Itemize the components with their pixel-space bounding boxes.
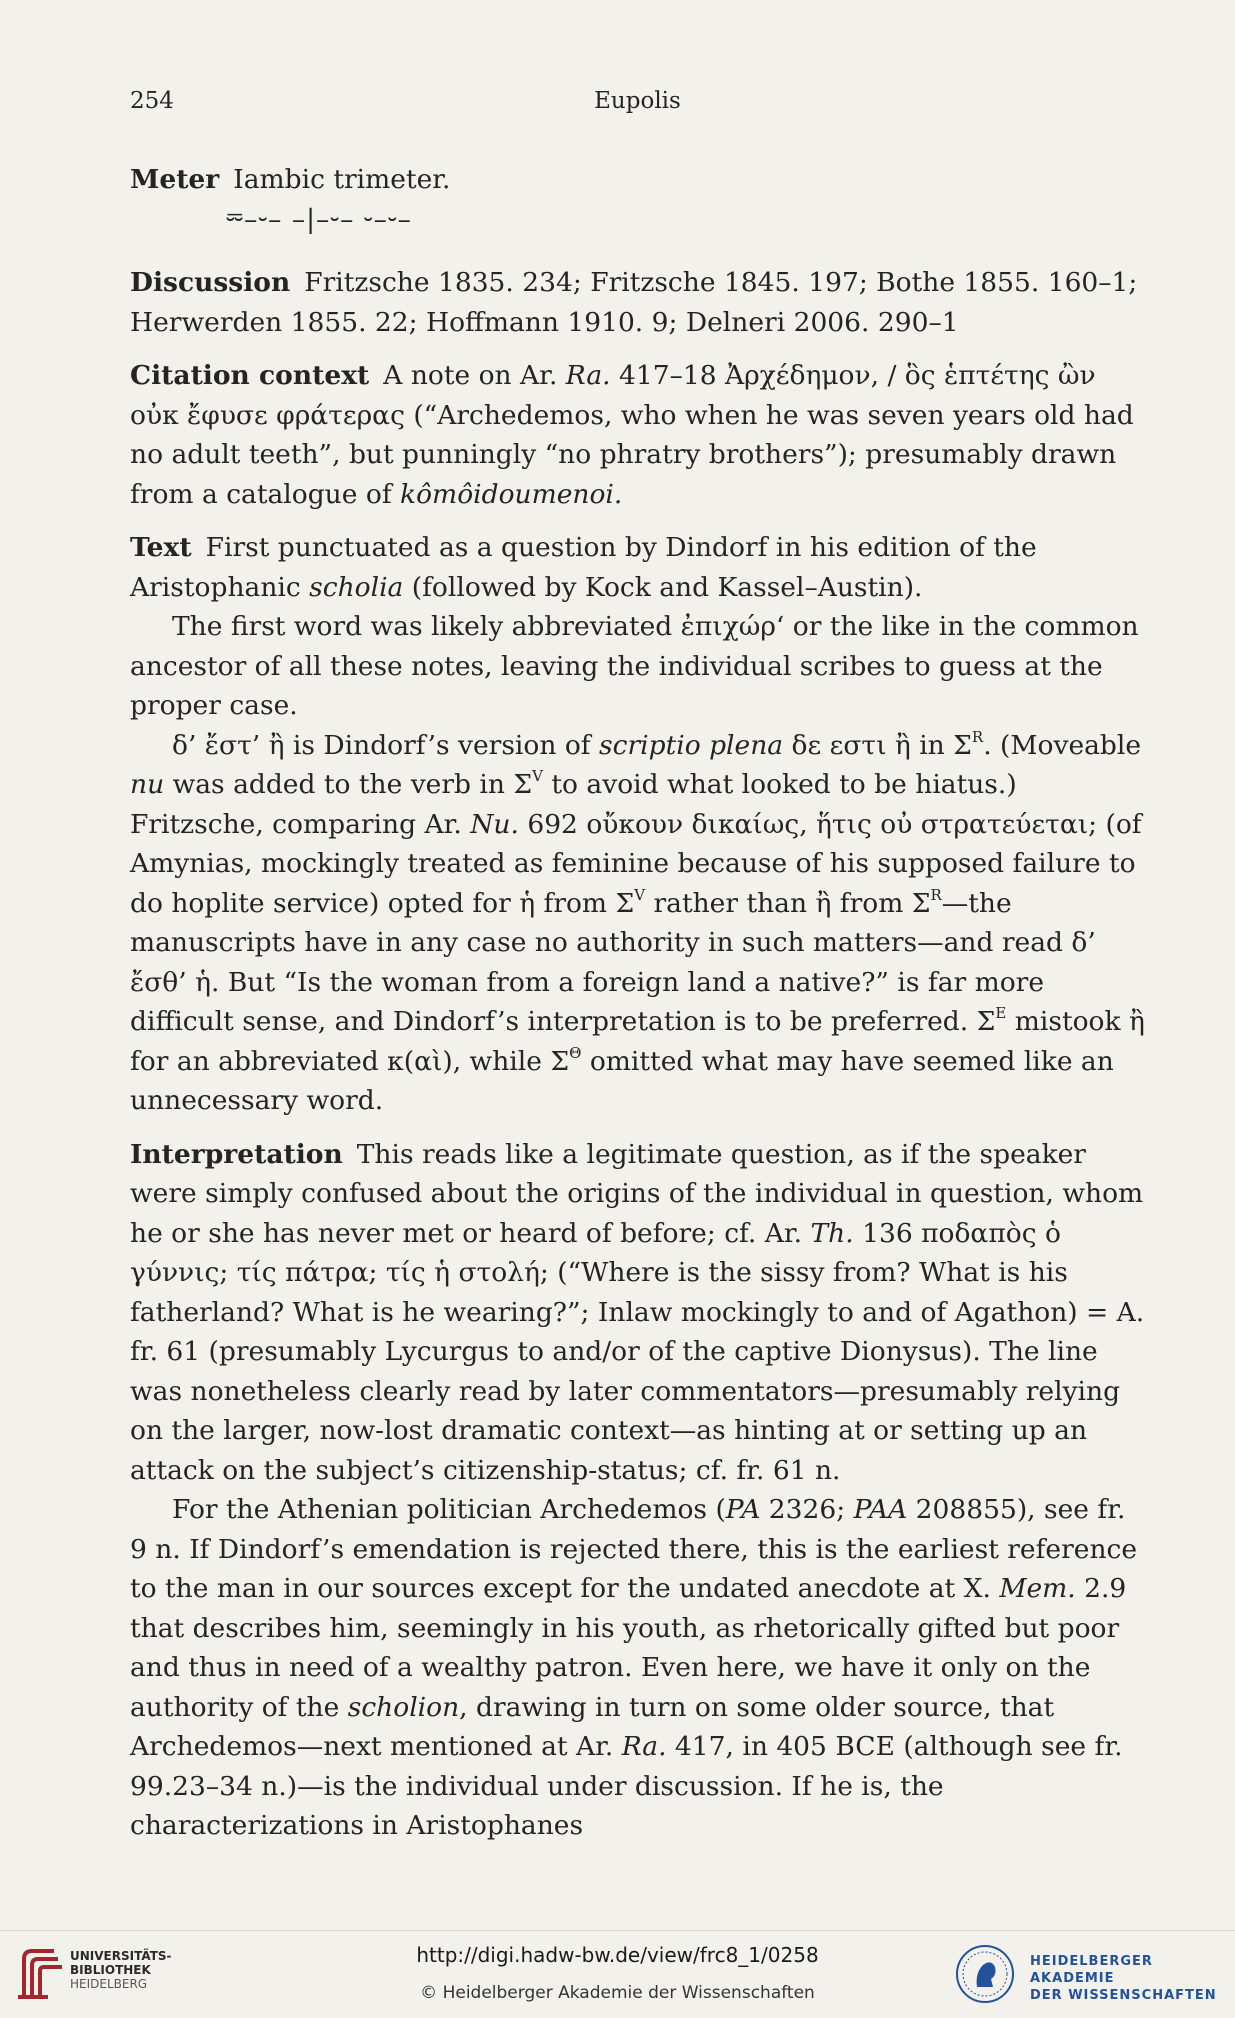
text-label: Text <box>130 532 192 563</box>
text-run: mistook ἢ for an abbreviated κ(αὶ), while Σ <box>130 1006 1145 1077</box>
text-italic: nu <box>130 769 165 800</box>
academy-line: DER WISSENSCHAFTEN <box>1030 1988 1217 2003</box>
interp-run: 208855), see fr. 9 n. If Dindorf’s emendation is rejected there, this is the earliest reference to the man in our sources except for the undated anecdote at X. <box>130 1494 1138 1604</box>
page-number: 254 <box>130 88 174 114</box>
siglum-sup: V <box>532 767 543 786</box>
citation-italic: kômôidoumenoi. <box>400 478 623 510</box>
siglum-sup: V <box>634 885 646 904</box>
text-run: —the manuscripts have in any case no authority in such matters—and read δ’ ἔσθ’ ἡ. But “Is the woman from a foreign land a native?” is far more difficult sense, and Dindorf’s interpretation is to be preferred. Σ <box>130 887 1096 1037</box>
citation-italic: Ra. <box>565 360 611 391</box>
text-run: rather than ἢ from Σ <box>645 887 931 919</box>
interp-run: For the Athenian politician Archedemos ( <box>172 1494 726 1525</box>
text-paragraph-2: The first word was likely abbreviated ἐπιχώρ‘ or the like in the common ancestor of all these notes, leaving the individual scribes to guess at the proper case. <box>130 611 1139 721</box>
siglum-sup: R <box>930 885 942 904</box>
text-italic: scriptio plena <box>599 729 784 761</box>
interp-italic: scholion <box>347 1691 460 1723</box>
text-run: to avoid what looked to be hiatus.) Fritzsche, comparing Ar. <box>130 769 1017 840</box>
citation-text: A note on Ar. <box>383 360 566 391</box>
text-run: δε εστι ἢ in Σ <box>783 729 972 761</box>
running-title: Eupolis <box>594 88 681 114</box>
text-italic: Nu. <box>470 808 519 840</box>
text-run: δ’ ἔστ’ ἢ is Dindorf’s version of <box>172 729 600 761</box>
copyright-notice: © Heidelberger Akademie der Wissenschaften <box>420 1983 815 2003</box>
commentary-body <box>130 160 1145 1846</box>
meter-text: Iambic trimeter. <box>233 164 451 195</box>
permalink-url[interactable]: http://digi.hadw-bw.de/view/frc8_1/0258 <box>416 1943 819 1967</box>
text-italic: scholia <box>309 571 404 603</box>
text-para: First punctuated as a question by Dindorf in his edition of the Aristophanic <box>130 532 1037 603</box>
text-run: 692 οὔκουν δικαίως, ἥτις οὐ στρατεύεται; (of Amynias, mockingly treated as feminine because of his supposed failure to do hoplite service) opted for ἡ from Σ <box>130 808 1142 919</box>
interp-run: This reads like a legitimate question, as if the speaker were simply confused about the origins of the individual in question, whom he or she has never met or heard of before; cf. Ar. <box>130 1138 1144 1249</box>
academy-seal-icon <box>955 1943 1015 2005</box>
interp-run: 136 ποδαπὸς ὁ γύννις; τίς πάτρα; τίς ἡ στολή; (“Where is the sissy from? What is his fatherland? What is he wearing?”; Inlaw mockingly to and of Agathon) = A. fr. 61 (presumably Lycurgus to and/or of the captive Dionysus). The line was nonetheless clearly read by later commentators—presumably relying on the larger, now-lost dramatic context—as hinting at or setting up an attack on the subject’s citizenship-status; cf. fr. 61 n. <box>130 1217 1145 1486</box>
text-run: . (Moveable <box>983 729 1142 761</box>
text-run: omitted what may have seemed like an unnecessary word. <box>130 1045 1114 1116</box>
viewer-footer <box>0 1930 1235 2018</box>
interpretation-paragraph-2 <box>130 1490 1145 1846</box>
interp-italic: PA <box>725 1494 761 1525</box>
interpretation-section <box>130 1135 1145 1491</box>
text-paragraph-3 <box>130 726 1145 1121</box>
interp-italic: PAA <box>853 1494 908 1525</box>
library-line: BIBLIOTHEK <box>70 1963 151 1977</box>
running-head <box>130 88 1145 122</box>
siglum-sup: R <box>971 727 984 746</box>
interp-run: 2326; <box>760 1494 854 1525</box>
citation-section <box>130 356 1145 514</box>
library-line: HEIDELBERG <box>70 1977 148 1991</box>
interp-run: , drawing in turn on some older source, that Archedemos—next mentioned at Ar. <box>130 1691 1055 1762</box>
citation-text: 417–18 Ἀρχέδημον, / ὃς ἑπτέτης ὢν οὐκ ἔφυσε φράτερας (“Archedemos, who when he was seven years old had no adult teeth”, but punningly “no phratry brothers”); presumably drawn from a catalogue of <box>130 360 1134 510</box>
citation-label: Citation context <box>130 360 370 391</box>
siglum-sup: Θ <box>569 1043 582 1062</box>
academy-name <box>1030 1953 1235 2004</box>
text-section <box>130 528 1145 607</box>
text-run: was added to the verb in Σ <box>164 769 533 800</box>
discussion-section <box>130 263 1145 342</box>
meter-section <box>130 160 1145 200</box>
text-para: (followed by Kock and Kassel–Austin). <box>403 571 923 603</box>
discussion-label: Discussion <box>130 267 291 298</box>
interp-run: 2.9 that describes him, seemingly in his youth, as rhetorically gifted but poor and thus in need of a wealthy patron. Even here, we have it only on the authority of the <box>130 1573 1127 1723</box>
meter-scheme: ⏔–⏑– –|–⏑– ⏑–⏑– <box>226 203 412 235</box>
academy-line: HEIDELBERGER AKADEMIE <box>1030 1954 1153 1986</box>
interp-italic: Th. <box>810 1217 854 1249</box>
interp-italic: Ra. <box>621 1731 667 1762</box>
meter-label: Meter <box>130 164 220 195</box>
interp-run: 417, in 405 BCE (although see fr. 99.23–34 n.)—is the individual under discussion. If he is, the characterizations in Aristophanes <box>130 1731 1123 1841</box>
interpretation-label: Interpretation <box>130 1138 343 1170</box>
discussion-text: Fritzsche 1835. 234; Fritzsche 1845. 197; Bothe 1855. 160–1; Herwerden 1855. 22; Hoffmann 1910. 9; Delneri 2006. 290–1 <box>130 267 1138 338</box>
library-line: UNIVERSITÄTS- <box>70 1949 172 1963</box>
siglum-sup: E <box>995 1004 1007 1023</box>
interp-italic: Mem. <box>999 1573 1076 1604</box>
